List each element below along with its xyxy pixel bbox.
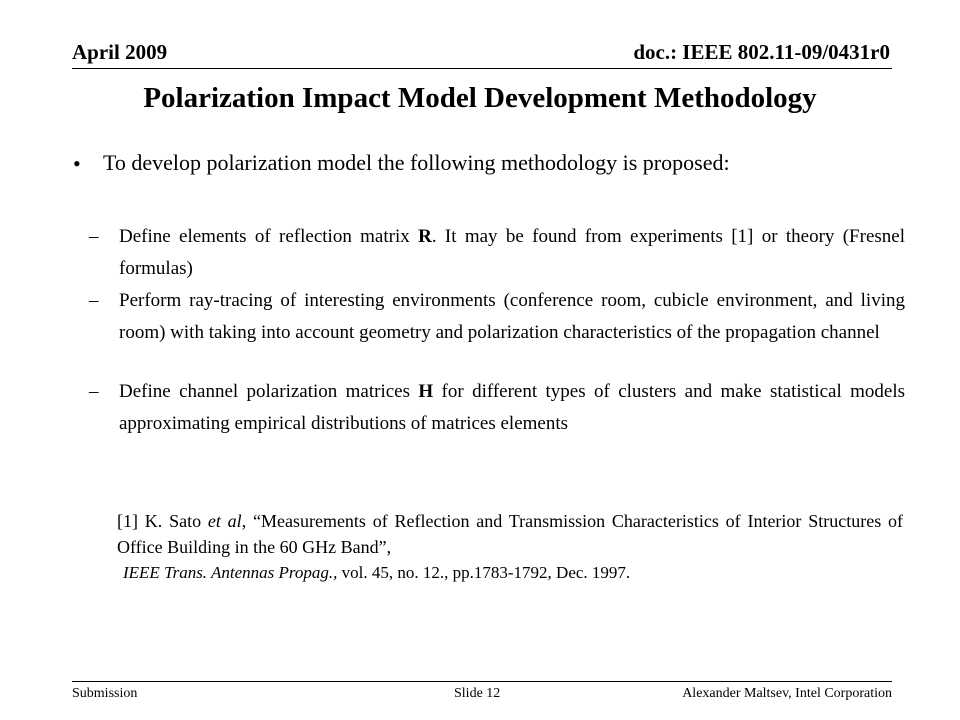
dash-marker: – bbox=[89, 381, 99, 402]
bullet-marker: • bbox=[73, 151, 81, 176]
header-doc-id: doc.: IEEE 802.11-09/0431r0 bbox=[633, 40, 890, 64]
header-rule bbox=[72, 68, 892, 69]
reference-et-al: et al bbox=[207, 511, 242, 531]
sub-item-2-text: Perform ray-tracing of interesting environments (conference room, cubicle environment, and living room) with taking into account geometry and polarization characteristics of the propagation channel bbox=[119, 290, 905, 343]
sub-item-1-post: . It may be found from experiments [1] or theory (Fresnel formulas) bbox=[119, 226, 905, 279]
footer-author: Alexander Maltsev, Intel Corporation bbox=[682, 686, 892, 701]
sub-item-1-pre: Define elements of reflection matrix bbox=[119, 226, 419, 247]
dash-marker: – bbox=[89, 226, 99, 247]
footer-slide-number: Slide 12 bbox=[454, 686, 501, 701]
sub-item-3-pre: Define channel polarization matrices bbox=[119, 381, 419, 402]
reference-citation bbox=[117, 508, 903, 586]
header-date: April 2009 bbox=[72, 40, 168, 64]
matrix-h-symbol: H bbox=[418, 381, 434, 402]
reference-prefix: [1] K. Sato bbox=[117, 511, 208, 531]
reference-details: vol. 45, no. 12., pp.1783-1792, Dec. 1997. bbox=[337, 563, 631, 582]
reference-journal-line bbox=[117, 560, 903, 586]
bullet-text: To develop polarization model the following methodology is proposed: bbox=[103, 150, 730, 175]
sub-item-3-text bbox=[119, 376, 905, 440]
sub-item-3 bbox=[89, 376, 905, 440]
footer-rule bbox=[72, 681, 892, 682]
reference-journal: IEEE Trans. Antennas Propag., bbox=[123, 563, 338, 582]
footer-submission: Submission bbox=[72, 686, 138, 701]
dash-marker: – bbox=[89, 290, 99, 311]
matrix-r-symbol: R bbox=[418, 226, 432, 247]
reference-body bbox=[117, 508, 903, 560]
sub-item-2 bbox=[89, 285, 905, 349]
sub-item-1 bbox=[89, 221, 905, 285]
slide-title: Polarization Impact Model Development Methodology bbox=[143, 82, 817, 114]
reference-title: , “Measurements of Reflection and Transmission Characteristics of Interior Structures of Office Building in the 60 GHz Band”, bbox=[117, 511, 903, 557]
sub-item-3-post: for different types of clusters and make statistical models approximating empirical distributions of matrices elements bbox=[119, 381, 905, 434]
sub-item-1-text bbox=[119, 221, 905, 285]
